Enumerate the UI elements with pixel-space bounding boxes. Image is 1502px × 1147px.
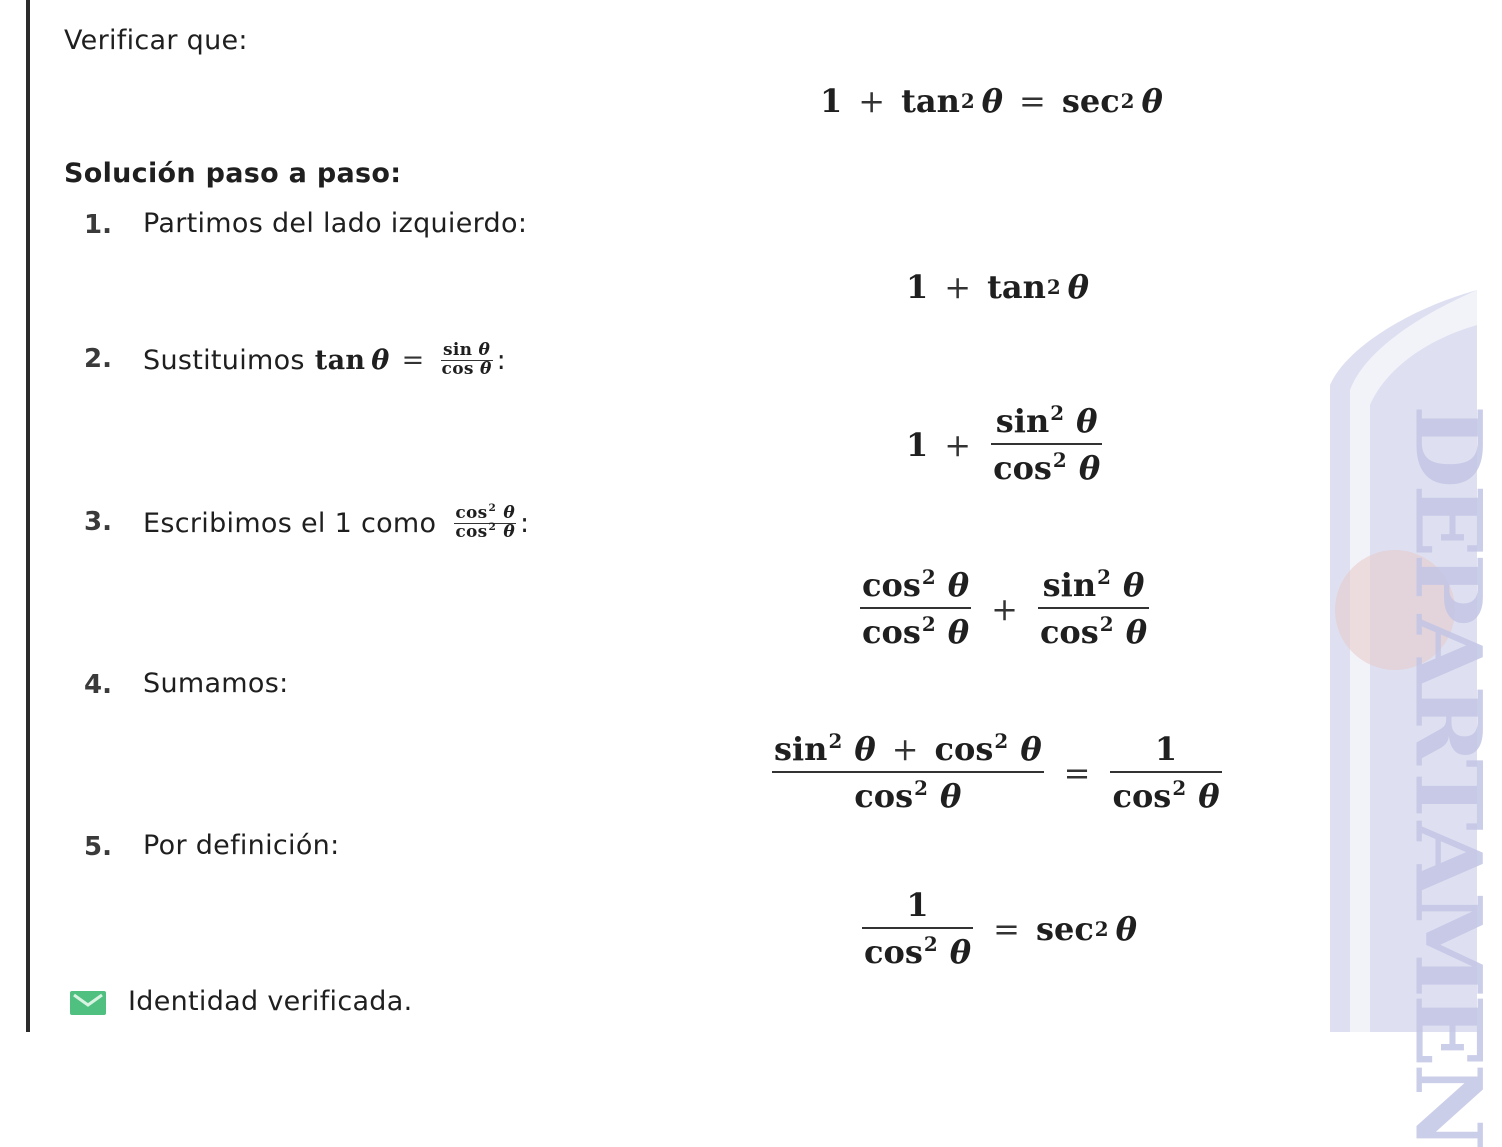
fraction: $\frac{1}{\cos^2 \theta}$ xyxy=(1112,730,1220,815)
step-text: Sumamos: xyxy=(143,668,289,699)
step5-expression: $\frac{1}{\cos^2 \theta}$ = sec 2 θ xyxy=(864,886,1137,971)
fraction: $\frac{\cos^2 \theta}{\cos^2 \theta}$ xyxy=(862,564,970,651)
step-number: 3. xyxy=(84,507,112,537)
step-text: Por definición: xyxy=(143,830,340,861)
intro-text: Verificar que: xyxy=(64,25,248,56)
step-text: Partimos del lado izquierdo: xyxy=(143,208,528,239)
step-text xyxy=(143,342,506,379)
step1-expression: 1 + tan 2 θ xyxy=(906,268,1089,306)
step-label: Escribimos el 1 como xyxy=(143,507,437,539)
fraction: $\frac{\sin^2 \theta}{\cos^2 \theta}$ xyxy=(993,400,1101,487)
step2-expression: 1 + $\frac{\sin^2 \theta}{\cos^2 \theta}$ xyxy=(906,400,1101,487)
conclusion-text: Identidad verificada. xyxy=(128,986,413,1017)
step-number: 4. xyxy=(84,670,112,700)
check-mark-icon xyxy=(70,991,106,1015)
fraction: $\frac{1}{\cos^2 \theta}$ xyxy=(864,886,972,971)
solution-heading: Solución paso a paso: xyxy=(64,158,402,189)
inline-math: $\frac{\cos^2 \theta}{\cos^2 \theta}$ : xyxy=(455,502,530,542)
watermark-text: DEPARTAMEN xyxy=(1394,405,1502,1147)
step4-expression: $\frac{\sin^2 \theta + \cos^2 \theta}{\cos^2 \theta}$ = $\frac{1}{\cos^2 \theta}$ xyxy=(774,728,1220,815)
step-number: 5. xyxy=(84,832,112,862)
fraction: $\frac{\sin^2 \theta}{\cos^2 \theta}$ xyxy=(1039,564,1148,651)
step3-expression: $\frac{\cos^2 \theta}{\cos^2 \theta}$ + $\frac{\sin^2 \theta}{\cos^2 \theta}$ xyxy=(862,564,1148,651)
inline-fraction: $\frac{\text{sin θ}}{\text{cos θ}}$ xyxy=(441,340,492,379)
step-number: 1. xyxy=(84,210,112,240)
fraction: $\frac{\sin^2 \theta + \cos^2 \theta}{\cos^2 \theta}$ xyxy=(774,728,1042,815)
identity-equation: 1 + tan 2 θ = sec 2 θ xyxy=(820,82,1163,120)
step-number: 2. xyxy=(84,344,112,374)
inline-fraction: $\frac{\cos^2 \theta}{\cos^2 \theta}$ xyxy=(455,502,515,542)
left-border xyxy=(26,0,30,1032)
step-text xyxy=(143,502,530,542)
step-label: Sustituimos xyxy=(143,344,305,376)
inline-math: tan θ = $\frac{\text{sin θ}}{\text{cos θ}}$ : xyxy=(314,340,506,379)
